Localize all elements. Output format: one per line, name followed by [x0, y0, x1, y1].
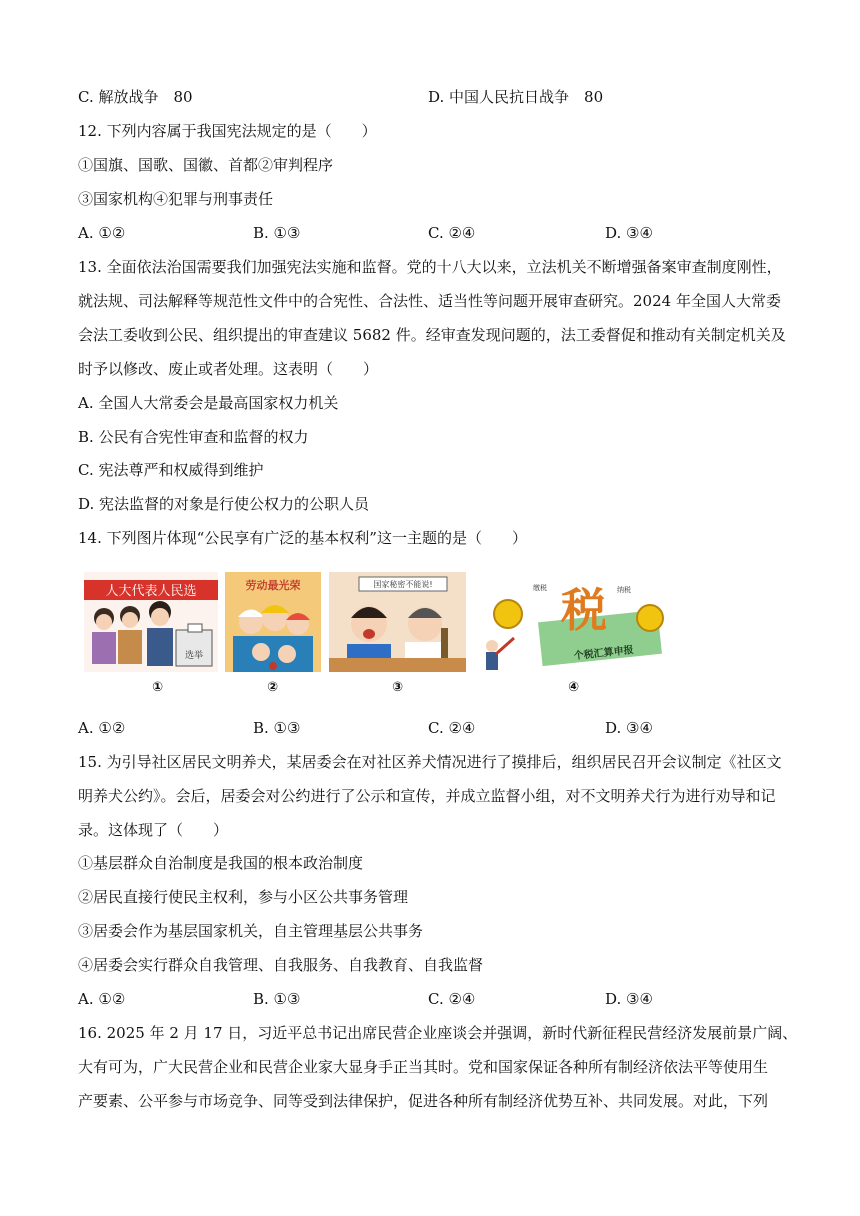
q11-option-c[interactable]: C. 解放战争 80: [78, 88, 193, 106]
q13-option-a[interactable]: A. 全国人大常委会是最高国家权力机关: [78, 394, 339, 412]
q15-stem-line: 录。这体现了（ ）: [78, 821, 229, 839]
q13-option-c[interactable]: C. 宪法尊严和权威得到维护: [78, 461, 264, 479]
q14-option-a[interactable]: A. ①②: [78, 719, 126, 737]
secrets-sign-text: 国家秘密不能说!: [373, 580, 433, 589]
q12-option-b[interactable]: B. ①③: [253, 224, 301, 242]
q14-image-row: [84, 572, 684, 700]
coin-right-label: 纳税: [617, 586, 631, 594]
q12-option-a[interactable]: A. ①②: [78, 224, 126, 242]
image-1-caption: ①: [152, 680, 164, 695]
q15-item: ①基层群众自治制度是我国的根本政治制度: [78, 854, 364, 872]
q15-option-c[interactable]: C. ②④: [428, 990, 476, 1008]
q12-item: ③国家机构④犯罪与刑事责任: [78, 190, 274, 208]
labor-illustration: [225, 572, 321, 672]
voting-banner-text: 人大代表人民选: [105, 584, 197, 599]
image-2-caption: ②: [267, 680, 279, 695]
q15-stem-line: 明养犬公约》。会后，居委会对公约进行了公示和宣传，并成立监督小组，对不文明养犬行为进行劝导和记: [78, 787, 776, 805]
image-3-caption: ③: [392, 680, 404, 695]
q13-option-b[interactable]: B. 公民有合宪性审查和监督的权力: [78, 428, 309, 446]
tax-card-label: 个税汇算申报: [573, 644, 635, 663]
q15-option-a[interactable]: A. ①②: [78, 990, 126, 1008]
q12-options: [78, 223, 790, 243]
q12-option-c[interactable]: C. ②④: [428, 224, 476, 242]
q14-option-b[interactable]: B. ①③: [253, 719, 301, 737]
q14-options: [78, 718, 790, 738]
labor-banner-text: 劳动最光荣: [245, 579, 301, 592]
q15-item: ④居委会实行群众自我管理、自我服务、自我教育、自我监督: [78, 956, 484, 974]
q12-option-d[interactable]: D. ③④: [605, 224, 653, 242]
q13-option-d[interactable]: D. 宪法监督的对象是行使公权力的公职人员: [78, 495, 370, 513]
q16-stem-line: 大有可为，广大民营企业和民营企业家大显身手正当其时。党和国家保证各种所有制经济依法平等使用生: [78, 1058, 769, 1076]
q15-item: ③居委会作为基层国家机关，自主管理基层公共事务: [78, 922, 424, 940]
secrets-illustration: [329, 572, 466, 672]
q13-stem-line: 就法规、司法解释等规范性文件中的合宪性、合法性、适当性等问题开展审查研究。2024 年全国人大常委: [78, 292, 781, 310]
q12-stem: 12. 下列内容属于我国宪法规定的是（ ）: [78, 122, 377, 140]
image-4-caption: ④: [568, 680, 580, 695]
tax-big-char: 税: [561, 583, 607, 637]
ballot-box-label: 选举: [184, 651, 204, 661]
q15-option-d[interactable]: D. ③④: [605, 990, 653, 1008]
q16-stem-line: 16. 2025 年 2 月 17 日，习近平总书记出席民营企业座谈会并强调，新时代新征程民营经济发展前景广阔、: [78, 1024, 798, 1042]
q13-stem-line: 会法工委收到公民、组织提出的审查建议 5682 件。经审查发现问题的，法工委督促和推动有关制定机关及: [78, 326, 786, 344]
voting-illustration: [84, 572, 218, 672]
q12-item: ①国旗、国歌、国徽、首都②审判程序: [78, 156, 334, 174]
q13-stem-line: 13. 全面依法治国需要我们加强宪法实施和监督。党的十八大以来，立法机关不断增强备案审查制度刚性，: [78, 258, 782, 276]
q15-option-b[interactable]: B. ①③: [253, 990, 301, 1008]
q15-options: [78, 989, 790, 1009]
q13-stem-line: 时予以修改、废止或者处理。这表明（ ）: [78, 360, 379, 378]
q15-stem-line: 15. 为引导社区居民文明养犬，某居委会在对社区养犬情况进行了摸排后，组织居民召开会议制定《社区文: [78, 753, 782, 771]
q14-stem: 14. 下列图片体现“公民享有广泛的基本权利”这一主题的是（ ）: [78, 529, 527, 547]
coin-left-label: 缴税: [533, 584, 547, 592]
q14-option-c[interactable]: C. ②④: [428, 719, 476, 737]
q11-option-d[interactable]: D. 中国人民抗日战争 80: [428, 88, 604, 106]
q15-item: ②居民直接行使民主权利，参与小区公共事务管理: [78, 888, 409, 906]
q16-stem-line: 产要素、公平参与市场竞争、同等受到法律保护，促进各种所有制经济优势互补、共同发展。对此，下列: [78, 1092, 769, 1110]
q11-options: [78, 87, 790, 107]
tax-illustration: [474, 572, 682, 672]
q14-option-d[interactable]: D. ③④: [605, 719, 653, 737]
